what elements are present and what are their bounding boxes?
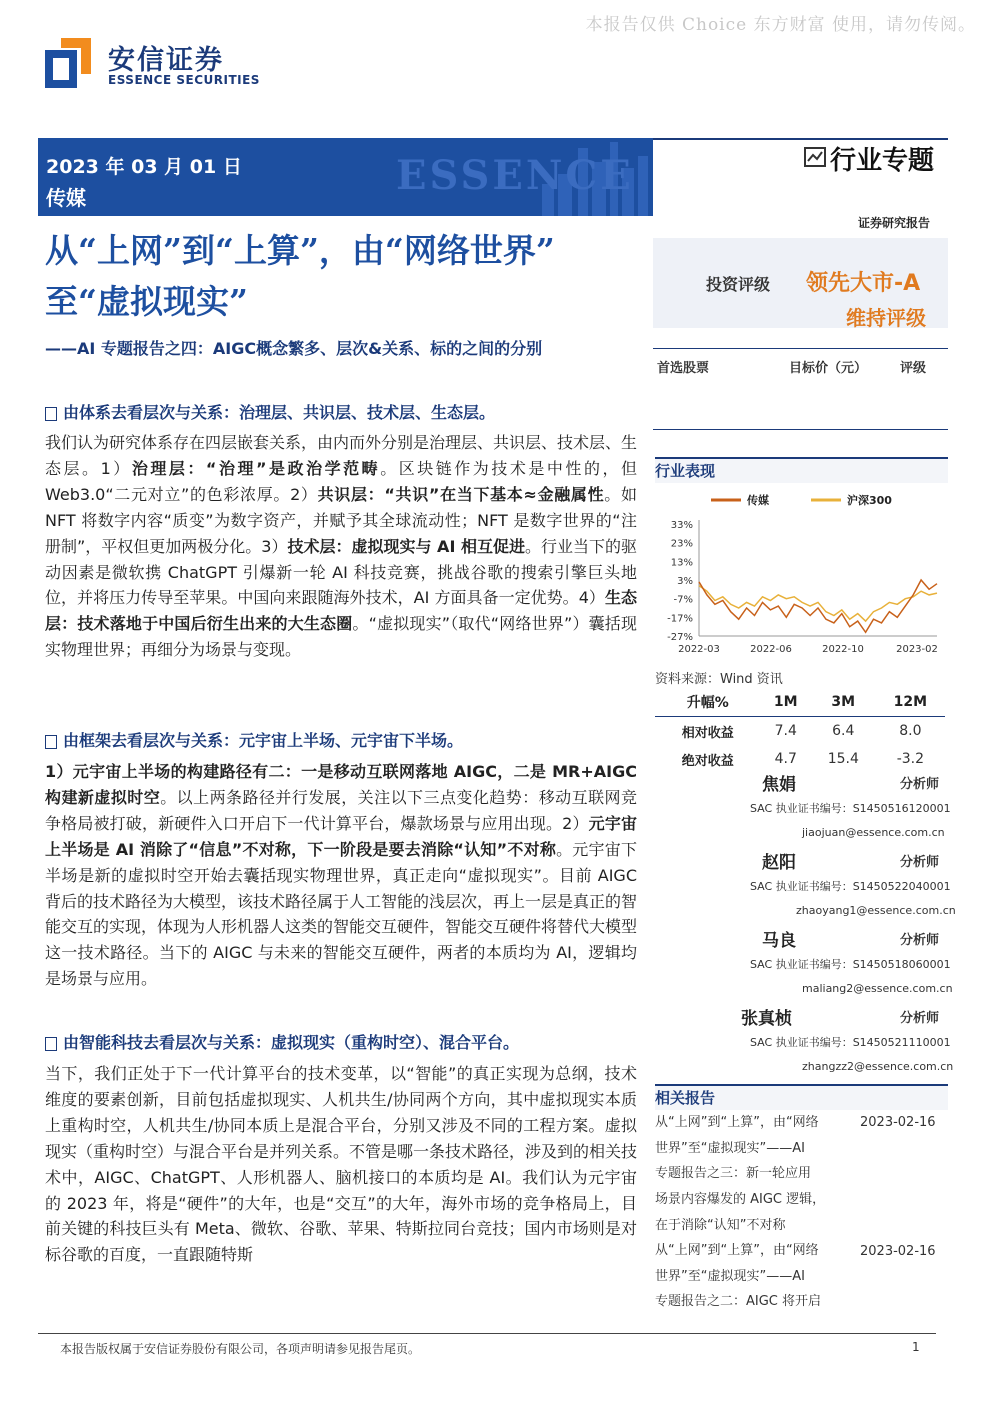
section-heading <box>45 400 495 423</box>
related-report-line: 世界”至“虚拟现实”——AI <box>655 1140 805 1156</box>
analyst-role: 分析师 <box>900 777 940 792</box>
analyst-role: 分析师 <box>900 1011 940 1026</box>
related-reports-title: 相关报告 <box>655 1084 948 1110</box>
text-run: 我们认为研究体系存在四层嵌套关系，由内而外分别是治理层、共识层、技术层、生态层。1） <box>45 433 638 478</box>
related-report-date: 2023-02-16 <box>860 1115 936 1130</box>
paragraph: 当下，我们正处于下一代计算平台的技术变革，以“智能”的真正实现为总纲，技术维度的要素创新，目前包括虚拟现实、人机共生/协同两个方向，其中虚拟现实本质上重构时空，人机共生/协同本质上是混合平台，分别又涉及不同的工程方案。虚拟现实（重构时空）与混合平台是并列关系。不管是哪一条技术路径，涉及到的相关技术中，AIGC、ChatGPT、人形机器人、脑机接口的本质均是 AI。我们认为元宇宙的 2023 年，将是“硬件”的大年，也是“交互”的大年，海外市场的竞争格局上，目前关键的科技巨头有 Meta、微软、谷歌、苹果、特斯拉同台竞技；国内市场则是对标谷歌的百度，一直跟随特斯 <box>45 1064 638 1265</box>
bold-text-run: 技术层：虚拟现实与 AI 相互促进 <box>287 536 525 556</box>
row-label: 相对收益 <box>681 725 734 741</box>
y-tick-label: 33% <box>670 520 693 531</box>
text-run: 。以上两条路径并行发展，关注以下三点变化趋势：移动互联网竞争格局被打破，新硬件入口开启下一代计算平台，爆款场景与应用出现。2） <box>45 787 637 833</box>
related-report-line: 专题报告之二：AIGC 将开启 <box>655 1294 822 1310</box>
rating-label: 投资评级 <box>706 275 771 294</box>
related-report-line: 场景内容爆发的 AIGC 逻辑， <box>655 1192 826 1208</box>
x-tick-label: 2022-03 <box>678 644 720 655</box>
related-report-line: 在于消除“认知”不对称 <box>655 1217 786 1233</box>
table-cell: 4.7 <box>774 751 797 767</box>
text-run: 。元宇宙下半场是新的虚拟时空开始去囊括现实物理世界，真正走向“虚拟现实”。目前 AIGC 背后的技术路径为大模型，该技术路径属于人工智能的浅层次，再上一层是真正的智能交互的实现，体现为人形机器人这类的智能交互硬件，智能交互硬件将替代大模型这一技术路径。当下的 AIGC 与未来的智能交互硬件，两者的本质均为 AI，逻辑均是场景与应用。 <box>45 839 638 989</box>
stock-col-rating: 评级 <box>900 361 927 376</box>
bold-text-run: 1）元宇宙上半场的构建路径有二：一是移动互联网落地 AIGC，二是 MR+AIGC 构建新虚拟时空 <box>45 762 637 807</box>
section-heading-text: 由智能科技去看层次与关系：虚拟现实（重构时空）、混合平台。 <box>63 1033 520 1052</box>
analyst-name: 焦娟 <box>762 775 796 795</box>
bold-text-run: 治理层：“治理”是政治学范畴 <box>131 458 381 478</box>
analyst-role: 分析师 <box>900 933 940 948</box>
y-tick-label: 3% <box>677 576 693 587</box>
analyst-sac: SAC 执业证书编号：S1450522040001 <box>750 880 951 893</box>
analyst-email[interactable]: maliang2@essence.com.cn <box>802 982 953 995</box>
doc-icon <box>45 735 57 749</box>
related-report-line: 专题报告之三：新一轮应用 <box>655 1166 812 1182</box>
x-tick-label: 2022-06 <box>750 644 792 655</box>
bold-text-run: 元宇宙上半场是 AI 消除了“信息”不对称，下一阶段是要去消除“认知”不对称 <box>45 813 637 859</box>
report-sector: 传媒 <box>46 186 86 210</box>
related-report-item[interactable] <box>655 1110 845 1239</box>
analyst-name: 张真桢 <box>741 1009 792 1029</box>
table-header-cell: 12M <box>876 688 945 717</box>
table-header-cell: 1M <box>761 688 811 717</box>
table-header-cell: 升幅% <box>655 688 761 717</box>
analyst-sac: SAC 执业证书编号：S1450516120001 <box>750 802 951 815</box>
text-run: 。行业当下的驱动因素是微软携 ChatGPT 引爆新一轮 AI 科技竞赛，挑战谷歌的搜索引擎巨头地位，并将压力传导至苹果。中国向来跟随海外技术，AI 方面具备一定优势。4） <box>45 536 637 608</box>
x-tick-label: 2023-02 <box>896 644 938 655</box>
brand-name-en: ESSENCE SECURITIES <box>108 73 260 87</box>
report-subtitle: ——AI 专题报告之四：AIGC概念繁多、层次&关系、标的之间的分别 <box>45 339 543 358</box>
doc-icon <box>45 407 57 421</box>
table-cell: 15.4 <box>827 751 859 767</box>
banner-watermark-word: ESSENCE <box>396 152 634 199</box>
report-kind: 证券研究报告 <box>858 216 931 230</box>
paragraph <box>45 759 637 992</box>
legend-label: 沪深300 <box>847 494 892 507</box>
text-run: 。区块链作为技术是中性的，但 Web3.0“二元对立”的色彩浓厚。2） <box>45 458 637 504</box>
related-report-line: 从“上网”到“上算”，由“网络 <box>655 1243 819 1258</box>
related-report-line: 世界”至“虚拟现实”——AI <box>655 1268 805 1284</box>
bold-text-run: 共识层：“共识”在当下基本≈金融属性 <box>317 484 605 504</box>
rating-value: 领先大市-A <box>806 271 921 296</box>
table-header-row <box>655 688 945 717</box>
rating-keep: 维持评级 <box>846 306 926 330</box>
analyst-email[interactable]: zhangzz2@essence.com.cn <box>802 1060 954 1073</box>
related-report-line: 从“上网”到“上算”，由“网络 <box>655 1115 819 1130</box>
analyst-role: 分析师 <box>900 855 940 870</box>
section-heading-text: 由体系去看层次与关系：治理层、共识层、技术层、生态层。 <box>63 403 496 422</box>
section-heading <box>45 1030 519 1053</box>
analyst-name: 赵阳 <box>762 853 796 873</box>
y-tick-label: -7% <box>673 594 693 606</box>
analyst-email[interactable]: zhaoyang1@essence.com.cn <box>796 904 956 917</box>
text-run: 。“虚拟现实”（取代“网络世界”）囊括现实物理世界；再细分为场景与变现。 <box>45 614 637 660</box>
analyst-name: 马良 <box>762 931 796 951</box>
y-tick-label: 13% <box>670 557 693 569</box>
bold-text-run: 生态层：技术落地于中国后衍生出来的大生态圈 <box>45 588 637 634</box>
paragraph <box>45 430 637 663</box>
stock-col-name: 首选股票 <box>657 361 710 376</box>
table-cell: 8.0 <box>899 723 922 739</box>
industry-performance-chart <box>655 484 943 660</box>
preferred-stocks-table <box>653 348 948 430</box>
row-label: 绝对收益 <box>681 753 734 769</box>
doc-icon <box>45 1037 57 1051</box>
performance-table <box>655 688 945 773</box>
table-row <box>655 717 945 746</box>
report-type-label: 行业专题 <box>830 146 935 176</box>
y-tick-label: 23% <box>670 538 693 550</box>
legend-label: 传媒 <box>747 494 769 507</box>
footer-divider <box>38 1333 936 1334</box>
analyst-email[interactable]: jiaojuan@essence.com.cn <box>802 826 945 839</box>
related-report-date: 2023-02-16 <box>860 1244 936 1259</box>
analyst-sac: SAC 执业证书编号：S1450518060001 <box>750 958 951 971</box>
section-heading <box>45 728 463 751</box>
x-tick-label: 2022-10 <box>822 644 864 655</box>
page-number: 1 <box>912 1340 920 1354</box>
analyst-sac: SAC 执业证书编号：S1450521110001 <box>750 1036 951 1049</box>
table-header-cell: 3M <box>811 688 876 717</box>
report-title-line1: 从“上网”到“上算”，由“网络世界” <box>45 231 555 270</box>
report-title-line2: 至“虚拟现实” <box>45 282 248 321</box>
brand-name-cn: 安信证券 <box>108 45 224 76</box>
chart-source: 资料来源：Wind 资讯 <box>655 672 783 687</box>
y-tick-label: -27% <box>667 632 693 643</box>
table-cell: 7.4 <box>774 723 797 739</box>
stock-col-target: 目标价（元） <box>789 361 868 376</box>
text-run: 。如 NFT 将数字内容“质变”为数字资产，并赋予其全球流动性；NFT 是数字世界的“注册制”，平权但更加两极分化。3） <box>45 484 637 556</box>
industry-performance-title: 行业表现 <box>655 457 948 483</box>
footer-disclaimer: 本报告版权属于安信证券股份有限公司，各项声明请参见报告尾页。 <box>60 1342 421 1356</box>
header-banner <box>38 138 653 216</box>
essence-logo-icon <box>45 38 91 88</box>
chart-line-icon <box>804 147 826 167</box>
report-date: 2023 年 03 月 01 日 <box>46 156 242 178</box>
related-report-item[interactable] <box>655 1238 845 1315</box>
watermark-text: 本报告仅供 Choice 东方财富 使用，请勿传阅。 <box>585 15 976 35</box>
table-row <box>655 745 945 773</box>
table-cell: 6.4 <box>832 723 855 739</box>
section-heading-text: 由框架去看层次与关系：元宇宙上半场、元宇宙下半场。 <box>63 731 464 750</box>
table-cell: -3.2 <box>896 751 925 767</box>
y-tick-label: -17% <box>667 613 693 625</box>
